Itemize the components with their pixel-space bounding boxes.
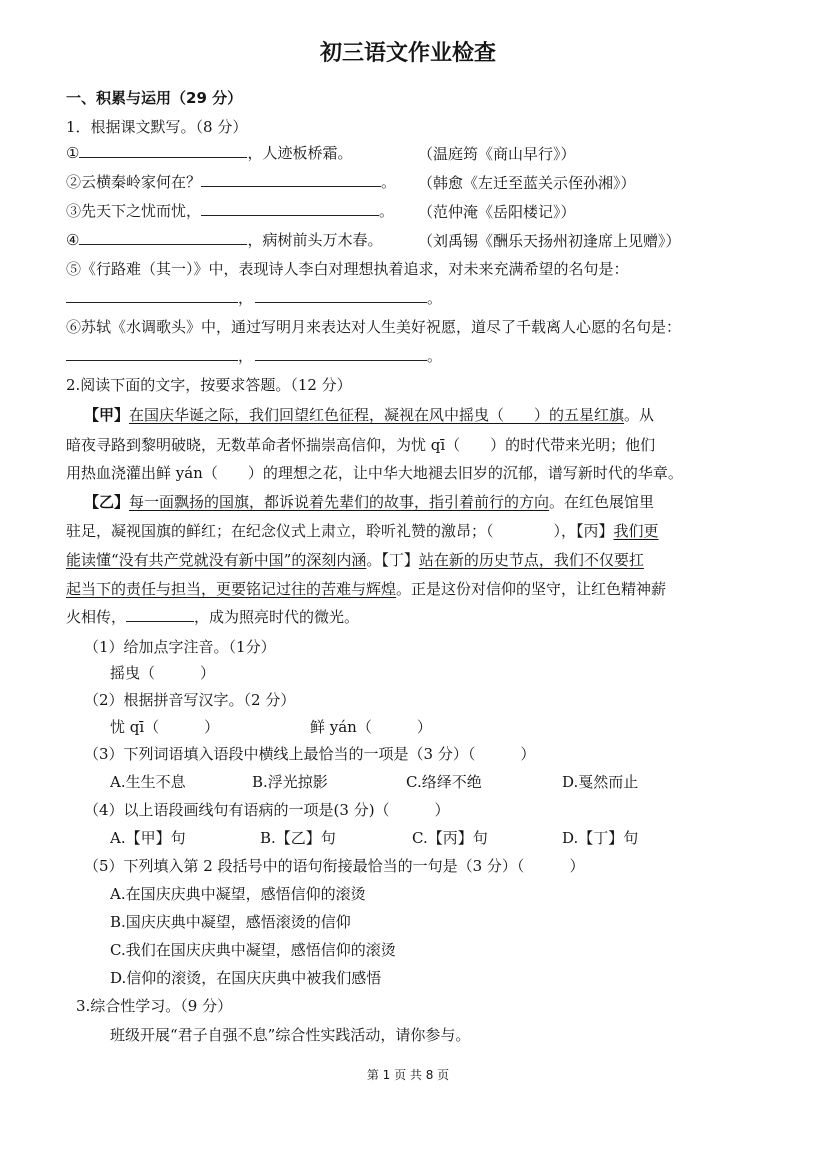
comma: ，: [238, 347, 254, 365]
answer-blank[interactable]: [66, 346, 238, 361]
underlined-sentence-jia: 在国庆华诞之际，我们回望红色征程，凝视在风中摇曳（ ）的五星红旗: [129, 406, 625, 424]
underlined-sentence-ding: 站在新的历史节点，我们不仅要扛: [418, 551, 644, 569]
passage-text: 火相传，: [66, 608, 127, 626]
q3-stem: 3.综合性学习。（9 分）: [76, 997, 233, 1015]
q2-sub2-answer-a[interactable]: 忧 qī（ ）: [110, 718, 220, 736]
passage-label-yi: 【乙】: [84, 493, 130, 511]
q1-line1-text: ，人迹板桥霜。: [247, 144, 353, 162]
q1-line2-end: 。: [381, 173, 397, 191]
q2-sub5-option[interactable]: D.信仰的滚烫，在国庆庆典中被我们感悟: [110, 969, 382, 987]
passage-line: [84, 492, 654, 512]
passage-text: 。【丁】: [366, 551, 419, 569]
passage-line: 暗夜寻路到黎明破晓，无数革命者怀揣崇高信仰，为忧 qī（ ）的时代带来光明；他们: [66, 436, 656, 454]
passage-text: 。在红色展馆里: [549, 493, 655, 511]
q2-sub2: （2）根据拼音写汉字。（2 分）: [84, 691, 296, 709]
q2-sub5-option[interactable]: B.国庆庆典中凝望，感悟滚烫的信仰: [110, 913, 351, 931]
q2-sub1-answer[interactable]: 摇曳（ ）: [110, 664, 216, 682]
q1-line6-answer: [66, 346, 442, 366]
answer-blank[interactable]: [201, 172, 381, 187]
q2-stem: 2.阅读下面的文字，按要求答题。（12 分）: [66, 376, 352, 394]
answer-blank[interactable]: [255, 346, 427, 361]
q2-sub5-option[interactable]: C.我们在国庆庆典中凝望，感悟信仰的滚烫: [110, 941, 396, 959]
q2-sub4-option[interactable]: C.【丙】句: [412, 829, 488, 847]
q1-line6: ⑥苏轼《水调歌头》中，通过写明月来表达对人生美好祝愿，道尽了千载离人心愿的名句是：: [66, 318, 682, 336]
q1-line1: [66, 143, 352, 163]
period: 。: [427, 289, 443, 307]
q2-sub1: （1）给加点字注音。（1分）: [84, 638, 276, 656]
q2-sub4-option[interactable]: A.【甲】句: [110, 829, 186, 847]
q2-sub5: （5）下列填入第 2 段括号中的语句衔接最恰当的一句是（3 分）（ ）: [84, 857, 585, 875]
q1-line4-text: ，病树前头万木春。: [247, 231, 383, 249]
q1-line3-end: 。: [379, 202, 395, 220]
q2-sub3-option[interactable]: D.戛然而止: [562, 773, 639, 791]
q2-sub4-option[interactable]: B.【乙】句: [260, 829, 336, 847]
passage-label-jia: 【甲】: [84, 406, 130, 424]
passage-text: 。正是这份对信仰的坚守，让红色精神薪: [396, 580, 667, 598]
underlined-sentence-bing: 能读懂“没有共产党就没有新中国”的深刻内涵: [66, 551, 367, 569]
q1-line5: ⑤《行路难（其一）》中，表现诗人李白对理想执着追求，对未来充满希望的名句是：: [66, 260, 629, 278]
q2-sub5-option[interactable]: A.在国庆庆典中凝望，感悟信仰的滚烫: [110, 885, 366, 903]
q2-sub2-answer-b[interactable]: 鲜 yán（ ）: [310, 718, 432, 736]
q1-line5-answer: [66, 288, 442, 308]
q2-sub3-option[interactable]: A.生生不息: [110, 773, 186, 791]
q1-line3-text: ③先天下之忧而忧，: [66, 202, 202, 220]
q1-line2-text: ②云横秦岭家何在？: [66, 173, 202, 191]
underlined-sentence-yi: 每一面飘扬的国旗，都诉说着先辈们的故事，指引着前行的方向: [129, 493, 550, 511]
q1-line3: [66, 201, 394, 221]
page-title: 初三语文作业检查: [319, 41, 496, 66]
q1-line2: [66, 172, 396, 192]
comma: ，: [238, 289, 254, 307]
q2-sub4: （4）以上语段画线句有语病的一项是(3 分)（ ）: [84, 801, 450, 819]
q1-line1-marker: ①: [66, 144, 80, 162]
answer-blank[interactable]: [79, 230, 247, 245]
answer-blank[interactable]: [255, 288, 427, 303]
q1-stem: 1．根据课文默写。（8 分）: [66, 118, 248, 136]
answer-blank[interactable]: [66, 288, 238, 303]
q1-line1-source: （温庭筠《商山早行》）: [418, 145, 576, 163]
passage-text: 。从: [624, 406, 655, 424]
q1-line4-marker: ④: [66, 231, 80, 249]
page-footer: 第 1 页 共 8 页: [366, 1068, 450, 1082]
passage-text: 驻足，凝视国旗的鲜红；在纪念仪式上肃立，聆听礼赞的激昂；（ ），【丙】: [66, 522, 614, 540]
q1-line3-source: （范仲淹《岳阳楼记》）: [418, 203, 576, 221]
passage-line: [66, 607, 359, 627]
q2-sub3: （3）下列词语填入语段中横线上最恰当的一项是（3 分）（ ）: [84, 745, 536, 763]
answer-blank[interactable]: [126, 607, 194, 622]
period: 。: [427, 347, 443, 365]
passage-line: [66, 550, 644, 570]
passage-text: ，成为照亮时代的微光。: [194, 608, 360, 626]
q3-intro: 班级开展“君子自强不息”综合性实践活动，请你参与。: [110, 1026, 471, 1044]
q1-line4-source: （刘禹锡《酬乐天扬州初逢席上见赠》）: [418, 232, 681, 250]
q2-sub3-option[interactable]: B.浮光掠影: [252, 773, 328, 791]
underlined-sentence-ding: 起当下的责任与担当，更要铭记过往的苦难与辉煌: [66, 580, 397, 598]
section-heading: 一、积累与运用（29 分）: [66, 89, 243, 107]
answer-blank[interactable]: [79, 143, 247, 158]
passage-line: [66, 521, 659, 541]
q2-sub3-option[interactable]: C.络绎不绝: [406, 773, 482, 791]
q1-line4: [66, 230, 382, 250]
underlined-sentence-bing: 我们更: [613, 522, 659, 540]
q1-line2-source: （韩愈《左迁至蓝关示侄孙湘》）: [418, 174, 636, 192]
answer-blank[interactable]: [201, 201, 379, 216]
passage-line: [84, 405, 654, 425]
passage-line: 用热血浇灌出鲜 yán（ ）的理想之花，让中华大地褪去旧岁的沉郁，谱写新时代的华章。: [66, 464, 683, 482]
passage-line: [66, 579, 666, 599]
q2-sub4-option[interactable]: D.【丁】句: [562, 829, 639, 847]
